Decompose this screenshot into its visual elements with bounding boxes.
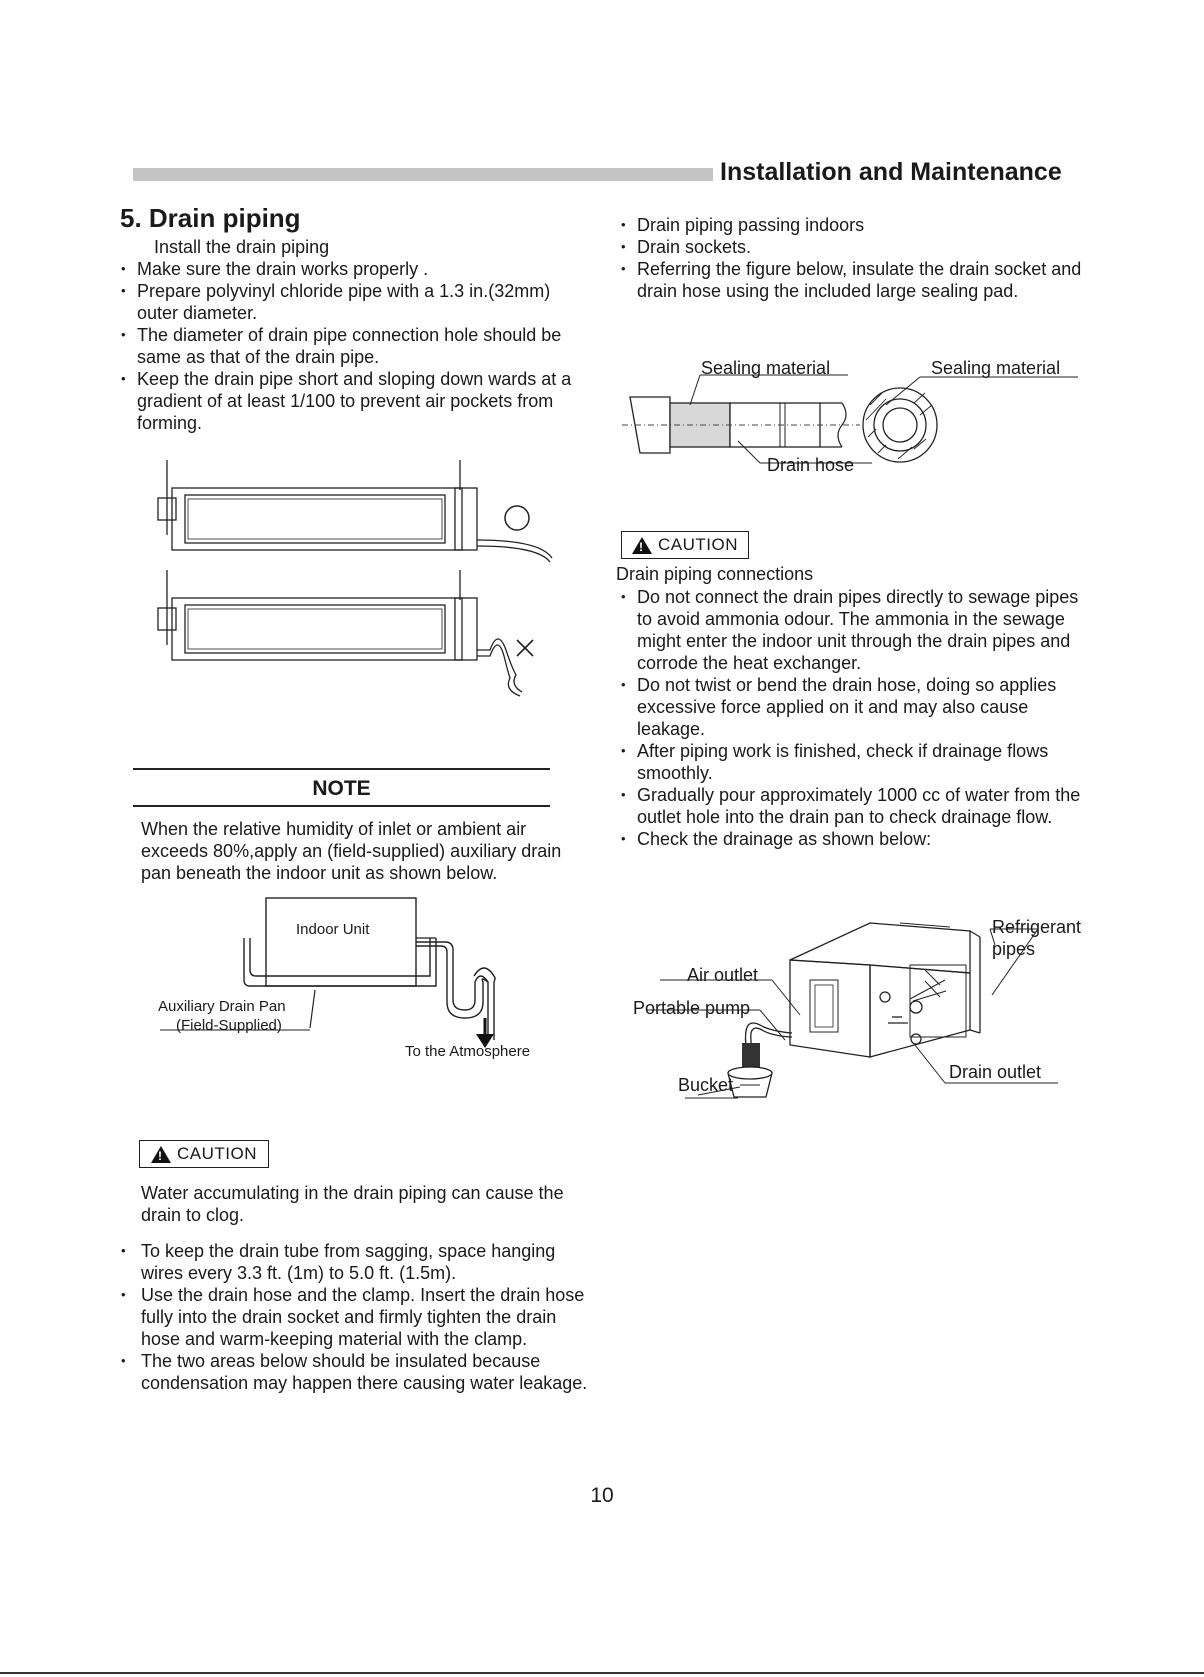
list-item: • After piping work is finished, check if drainage flows smoothly. — [621, 740, 1091, 784]
connection-cautions-list — [621, 586, 1091, 850]
drain-slope-diagram — [150, 460, 570, 720]
list-item: • Make sure the drain works properly . — [121, 258, 591, 280]
page-header-title: Installation and Maintenance — [720, 158, 1062, 186]
caution-badge-left — [139, 1140, 269, 1168]
list-item: • Check the drainage as shown below: — [621, 828, 1091, 850]
hanging-clamp-list — [121, 1240, 591, 1394]
unit-correct — [158, 460, 552, 562]
list-item: • Gradually pour approximately 1000 cc of water from the outlet hole into the drain pan to check drainage flow. — [621, 784, 1091, 828]
caution-left-text: Water accumulating in the drain piping can cause the drain to clog. — [141, 1183, 564, 1225]
list-item: • Prepare polyvinyl chloride pipe with a 1.3 in.(32mm) outer diameter. — [121, 280, 591, 324]
note-text: When the relative humidity of inlet or ambient air exceeds 80%,apply an (field-supplied) auxiliary drain pan beneath the indoor unit as shown below. — [141, 819, 562, 883]
caution-right-heading: Drain piping connections — [616, 564, 814, 584]
section-title: 5. Drain piping — [120, 203, 301, 233]
list-item: • Do not connect the drain pipes directly to sewage pipes to avoid ammonia odour. The ammonia in the sewage might enter the indoor unit through the drain pipes and corrode the heat exchanger. — [621, 586, 1091, 674]
list-item: • The two areas below should be insulated because condensation may happen there causing water leakage. — [121, 1350, 591, 1394]
incorrect-mark-icon — [517, 640, 533, 656]
refrigerant-label-line1: Refrigerant — [992, 917, 1082, 937]
section-intro: Install the drain piping — [154, 237, 330, 257]
list-item: • The diameter of drain pipe connection hole should be same as that of the drain pipe. — [121, 324, 591, 368]
drain-outlet-label: Drain outlet — [949, 1062, 1042, 1082]
air-outlet-label: Air outlet — [687, 965, 759, 985]
note-rule-top — [133, 768, 550, 770]
warning-icon — [632, 537, 652, 554]
bottom-rule — [0, 1672, 1204, 1674]
refrigerant-label-line2: pipes — [992, 939, 1036, 959]
caution-label: CAUTION — [658, 535, 738, 554]
insulation-list — [621, 214, 1091, 302]
list-item: • Drain piping passing indoors — [621, 214, 1091, 236]
correct-mark-icon — [505, 506, 529, 530]
unit-incorrect — [158, 570, 522, 696]
caution-label: CAUTION — [177, 1144, 257, 1163]
drain-hose-label: Drain hose — [767, 455, 855, 475]
list-item: • Drain sockets. — [621, 236, 1091, 258]
portable-pump-label: Portable pump — [633, 998, 751, 1018]
page-number: 10 — [590, 1484, 614, 1507]
caution-badge-right — [621, 531, 749, 559]
aux-pan-label: Auxiliary Drain Pan — [158, 998, 286, 1015]
note-rule-bottom — [133, 805, 550, 807]
bucket-label: Bucket — [678, 1075, 734, 1095]
list-item: • Keep the drain pipe short and sloping down wards at a gradient of at least 1/100 to prevent air pockets from forming. — [121, 368, 591, 434]
list-item: • Use the drain hose and the clamp. Insert the drain hose fully into the drain socket and firmly tighten the drain hose and warm-keeping material with the clamp. — [121, 1284, 591, 1350]
portable-pump-icon — [742, 1043, 760, 1069]
note-title: NOTE — [312, 777, 371, 800]
sealing-cross-section — [863, 388, 937, 462]
drain-requirements-list — [121, 258, 591, 434]
aux-pan-sublabel: (Field-Supplied) — [176, 1017, 282, 1034]
list-item: • To keep the drain tube from sagging, space hanging wires every 3.3 ft. (1m) to 5.0 ft. (1.5m). — [121, 1240, 591, 1284]
sealing-material-label-right: Sealing material — [931, 358, 1061, 378]
list-item: • Referring the figure below, insulate the drain socket and drain hose using the included large sealing pad. — [621, 258, 1091, 302]
sealing-material-label-left: Sealing material — [701, 358, 831, 378]
indoor-unit-label: Indoor Unit — [296, 921, 370, 938]
header-rule — [133, 168, 713, 181]
atmosphere-label: To the Atmosphere — [405, 1043, 531, 1060]
warning-icon — [151, 1146, 171, 1163]
list-item: • Do not twist or bend the drain hose, doing so applies excessive force applied on it and may also cause leakage. — [621, 674, 1091, 740]
